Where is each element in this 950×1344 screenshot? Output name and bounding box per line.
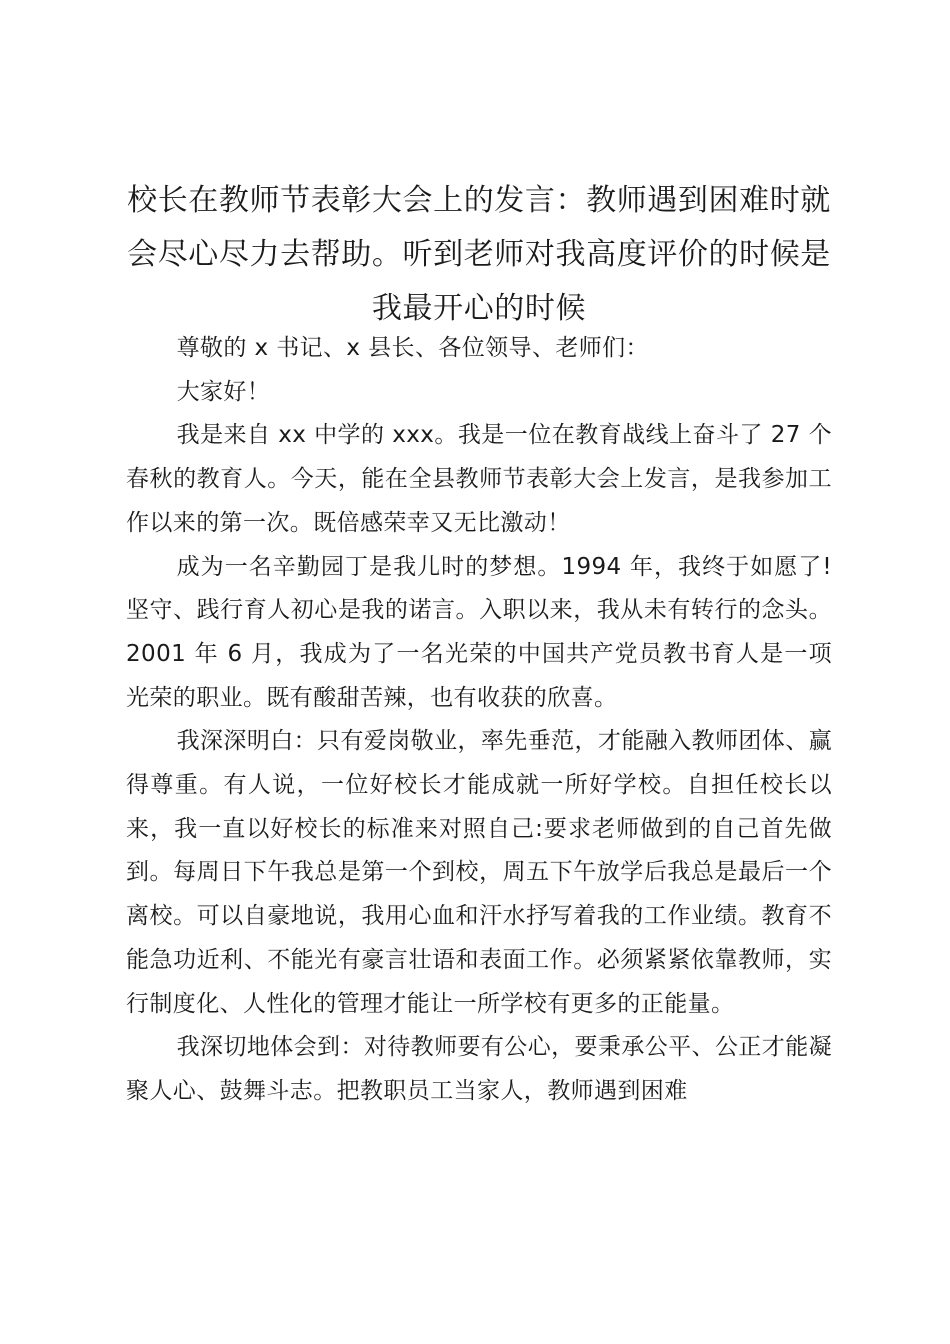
body-paragraph: 我深切地体会到：对待教师要有公心，要秉承公平、公正才能凝聚人心、鼓舞斗志。把教职员工当家人，教师遇到困难 [126,1034,832,1104]
salutation-paragraph: 尊敬的 x 书记、x 县长、各位领导、老师们： [176,335,649,361]
body-paragraph: 我是来自 xx 中学的 xxx。我是一位在教育战线上奋斗了 27 个春秋的教育人。今天，能在全县教师节表彰大会上发言，是我参加工作以来的第一次。既倍感荣幸又无比激动！ [126,422,832,536]
document-title: 校长在教师节表彰大会上的发言：教师遇到困难时就会尽心尽力去帮助。听到老师对我高度评价的时候是我最开心的时候 [127,183,831,326]
greeting-paragraph: 大家好！ [176,378,271,405]
document-body [126,327,832,1114]
body-paragraph: 我深深明白：只有爱岗敬业，率先垂范，才能融入教师团体、赢得尊重。有人说，一位好校长才能成就一所好学校。自担任校长以来，我一直以好校长的标准来对照自己:要求老师做到的自己首先做到。每周日下午我总是第一个到校，周五下午放学后我总是最后一个离校。可以自豪地说，我用心血和汗水抒写着我的工作业绩。教育不能急功近利、不能光有豪言壮语和表面工作。必须紧紧依靠教师，实行制度化、人性化的管理才能让一所学校有更多的正能量。 [126,728,832,1017]
body-paragraph: 成为一名辛勤园丁是我儿时的梦想。1994 年，我终于如愿了!坚守、践行育人初心是我的诺言。入职以来，我从未有转行的念头。2001 年 6 月，我成为了一名光荣的中国共产党员教书育人是一项光荣的职业。既有酸甜苦辣，也有收获的欣喜。 [126,553,832,711]
